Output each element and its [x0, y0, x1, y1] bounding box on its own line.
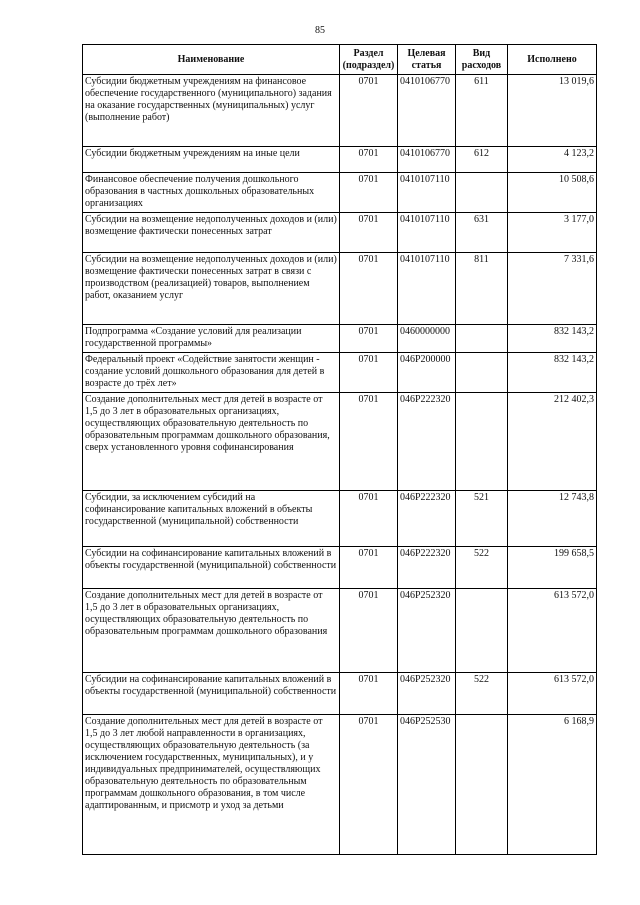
row-article: 0410107110: [398, 253, 456, 325]
row-name: Субсидии на софинансирование капитальных вложений в объекты государственной (муниципальной) собственности: [83, 547, 340, 589]
table-row: [83, 173, 597, 213]
table-row: [83, 547, 597, 589]
table-row: [83, 253, 597, 325]
row-article: 0410107110: [398, 213, 456, 253]
row-section: 0701: [340, 547, 398, 589]
row-executed: 6 168,9: [508, 715, 597, 855]
table-row: [83, 589, 597, 673]
row-name: Федеральный проект «Содействие занятости женщин - создание условий дошкольного образования для детей в возрасте до трёх лет»: [83, 353, 340, 393]
row-executed: 832 143,2: [508, 353, 597, 393]
row-expense-type: 631: [456, 213, 508, 253]
row-executed: 3 177,0: [508, 213, 597, 253]
row-section: 0701: [340, 75, 398, 147]
row-expense-type: [456, 173, 508, 213]
table-row: [83, 491, 597, 547]
row-name: Субсидии бюджетным учреждениям на финансовое обеспечение государственного (муниципального) задания на оказание государственных (муниципальных) услуг (выполнение работ): [83, 75, 340, 147]
row-name: Создание дополнительных мест для детей в возрасте от 1,5 до 3 лет любой направленности в организациях, осуществляющих образовательную деятельность (за исключением государственных, муниципальных), и у индивидуальных предпринимателей, осуществляющих образовательную деятельность по образовательным программам дошкольного образования, в том числе адаптированным, и присмотр и уход за детьми: [83, 715, 340, 855]
row-expense-type: 611: [456, 75, 508, 147]
table-row: [83, 393, 597, 491]
row-expense-type: 612: [456, 147, 508, 173]
row-section: 0701: [340, 253, 398, 325]
row-expense-type: 522: [456, 673, 508, 715]
header-article: Целевая статья: [398, 45, 456, 75]
row-expense-type: 811: [456, 253, 508, 325]
row-executed: 10 508,6: [508, 173, 597, 213]
table-row: [83, 715, 597, 855]
table-row: [83, 147, 597, 173]
row-name: Субсидии на возмещение недополученных доходов и (или) возмещение фактически понесенных затрат в связи с производством (реализацией) товаров, выполнением работ, оказанием услуг: [83, 253, 340, 325]
row-article: 046P222320: [398, 491, 456, 547]
row-article: 046P222320: [398, 547, 456, 589]
row-executed: 613 572,0: [508, 589, 597, 673]
row-article: 0460000000: [398, 325, 456, 353]
row-section: 0701: [340, 491, 398, 547]
table-row: [83, 75, 597, 147]
table-header-row: [83, 45, 597, 75]
row-section: 0701: [340, 715, 398, 855]
row-article: 0410106770: [398, 147, 456, 173]
budget-table: [82, 44, 597, 855]
row-expense-type: [456, 353, 508, 393]
row-executed: 13 019,6: [508, 75, 597, 147]
header-name: Наименование: [83, 45, 340, 75]
row-name: Субсидии на софинансирование капитальных вложений в объекты государственной (муниципальной) собственности: [83, 673, 340, 715]
row-name: Подпрограмма «Создание условий для реализации государственной программы»: [83, 325, 340, 353]
row-article: 0410107110: [398, 173, 456, 213]
row-name: Субсидии бюджетным учреждениям на иные цели: [83, 147, 340, 173]
header-section: Раздел (подраздел): [340, 45, 398, 75]
table-row: [83, 673, 597, 715]
row-executed: 12 743,8: [508, 491, 597, 547]
row-expense-type: 522: [456, 547, 508, 589]
row-section: 0701: [340, 173, 398, 213]
table-row: [83, 353, 597, 393]
row-name: Создание дополнительных мест для детей в возрасте от 1,5 до 3 лет в образовательных организациях, осуществляющих образовательную деятельность по образовательным программам дошкольного образования: [83, 589, 340, 673]
row-name: Финансовое обеспечение получения дошкольного образования в частных дошкольных образовательных организациях: [83, 173, 340, 213]
row-expense-type: [456, 325, 508, 353]
row-expense-type: [456, 589, 508, 673]
row-article: 046P200000: [398, 353, 456, 393]
row-section: 0701: [340, 673, 398, 715]
row-article: 0410106770: [398, 75, 456, 147]
row-article: 046P222320: [398, 393, 456, 491]
row-section: 0701: [340, 393, 398, 491]
row-expense-type: 521: [456, 491, 508, 547]
page-number: 85: [315, 25, 325, 36]
row-section: 0701: [340, 589, 398, 673]
row-name: Субсидии, за исключением субсидий на софинансирование капитальных вложений в объекты государственной (муниципальной) собственности: [83, 491, 340, 547]
header-expense-type: Вид расходов: [456, 45, 508, 75]
table-row: [83, 325, 597, 353]
row-section: 0701: [340, 147, 398, 173]
row-article: 046P252530: [398, 715, 456, 855]
row-executed: 7 331,6: [508, 253, 597, 325]
row-article: 046P252320: [398, 673, 456, 715]
row-name: Субсидии на возмещение недополученных доходов и (или) возмещение фактически понесенных затрат: [83, 213, 340, 253]
row-expense-type: [456, 715, 508, 855]
row-executed: 832 143,2: [508, 325, 597, 353]
row-executed: 4 123,2: [508, 147, 597, 173]
row-section: 0701: [340, 325, 398, 353]
row-name: Создание дополнительных мест для детей в возрасте от 1,5 до 3 лет в образовательных организациях, осуществляющих образовательную деятельность по образовательным программам дошкольного образования, сверх установленного уровня софинансирования: [83, 393, 340, 491]
row-section: 0701: [340, 213, 398, 253]
row-executed: 613 572,0: [508, 673, 597, 715]
header-executed: Исполнено: [508, 45, 597, 75]
row-executed: 199 658,5: [508, 547, 597, 589]
row-section: 0701: [340, 353, 398, 393]
table-row: [83, 213, 597, 253]
row-executed: 212 402,3: [508, 393, 597, 491]
row-expense-type: [456, 393, 508, 491]
row-article: 046P252320: [398, 589, 456, 673]
